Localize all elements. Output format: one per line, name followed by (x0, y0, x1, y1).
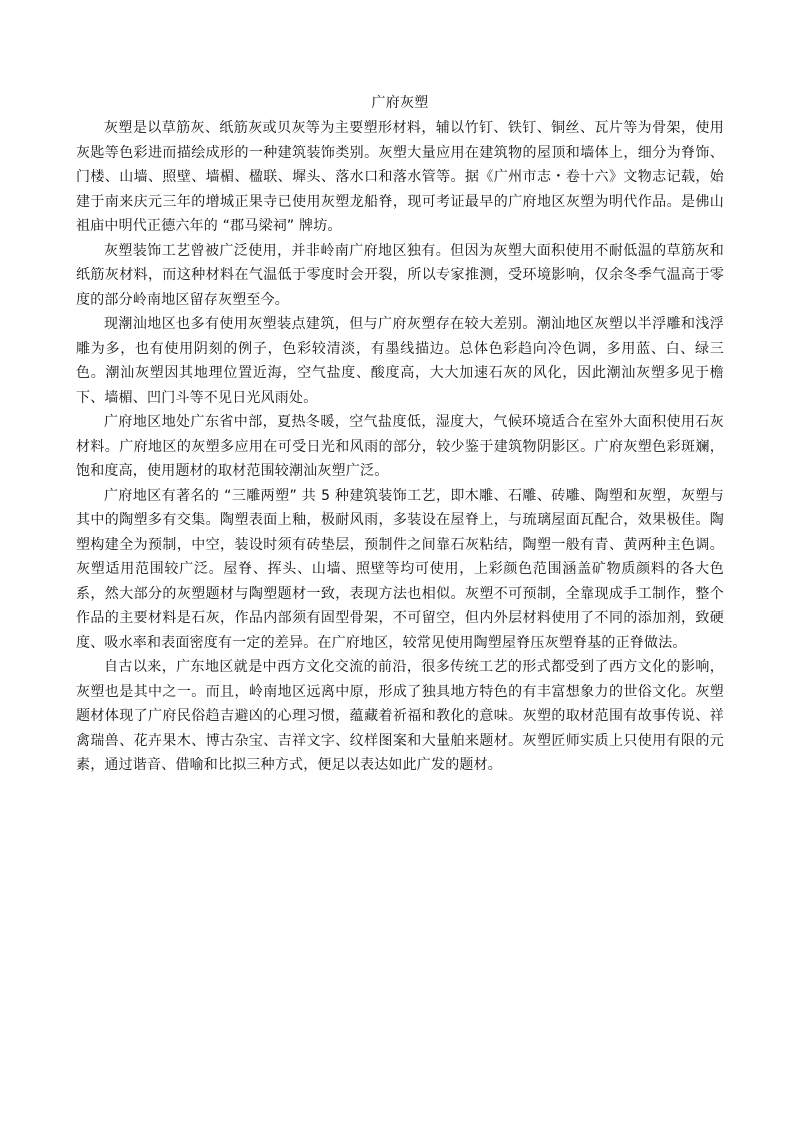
paragraph-2: 灰塑装饰工艺曾被广泛使用，并非岭南广府地区独有。但因为灰塑大面积使用不耐低温的草筋灰和纸筋灰材料，而这种材料在气温低于零度时会开裂，所以专家推测，受环境影响，仅余冬季气温高于零度的部分岭南地区留存灰塑至今。 (76, 242, 724, 308)
paragraph-4: 广府地区地处广东省中部，夏热冬暖，空气盐度低，湿度大，气候环境适合在室外大面积使用石灰材料。广府地区的灰塑多应用在可受日光和风雨的部分，较少鉴于建筑物阴影区。广府灰塑色彩斑斓，饱和度高，使用题材的取材范围较潮汕灰塑广泛。 (76, 414, 724, 479)
paragraph-5: 广府地区有著名的 “三雕两塑” 共 5 种建筑装饰工艺，即木雕、石雕、砖雕、陶塑和灰塑，灰塑与其中的陶塑多有交集。陶塑表面上釉，极耐风雨，多装设在屋脊上，与琉璃屋面瓦配合，效果极佳。陶塑构建全为预制，中空，装设时须有砖垫层，预制件之间靠石灰粘结，陶塑一般有青、黄两种主色调。灰塑适用范围较广泛。屋脊、挥头、山墙、照壁等均可使用，上彩颜色范围涵盖矿物质颜料的各大色系，然大部分的灰塑题材与陶塑题材一致，表现方法也相似。灰塑不可预制，全靠现成手工制作，整个作品的主要材料是石灰，作品内部须有固型骨架，不可留空，但内外层材料使用了不同的添加剂，致硬度、吸水率和表面密度有一定的差异。在广府地区，较常见使用陶塑屋脊压灰塑脊基的正脊做法。 (76, 487, 724, 651)
paragraph-6: 自古以来，广东地区就是中西方文化交流的前沿，很多传统工艺的形式都受到了西方文化的影响，灰塑也是其中之一。而且，岭南地区远离中原，形成了独具地方特色的有丰富想象力的世俗文化。灰塑题材体现了广府民俗趋吉避凶的心理习惯，蕴藏着祈福和教化的意味。灰塑的取材范围有故事传说、祥禽瑞兽、花卉果木、博古杂宝、吉祥文字、纹样图案和大量舶来题材。灰塑匠师实质上只使用有限的元素，通过谐音、借喻和比拟三种方式，便足以表达如此广发的题材。 (76, 659, 724, 773)
document-title: 广府灰塑 (371, 95, 429, 111)
document-page (76, 92, 724, 778)
paragraph-1: 灰塑是以草筋灰、纸筋灰或贝灰等为主要塑形材料，辅以竹钉、铁钉、铜丝、瓦片等为骨架，使用灰匙等色彩进而描绘成形的一种建筑装饰类别。灰塑大量应用在建筑物的屋顶和墙体上，细分为脊饰、门楼、山墙、照壁、墙楣、楹联、墀头、落水口和落水管等。据《广州市志・卷十六》文物志记载，始建于南来庆元三年的增城正果寺已使用灰塑龙船脊，现可考证最早的广府地区灰塑为明代作品。是佛山祖庙中明代正德六年的 “郡马梁祠” 牌坊。 (76, 120, 724, 234)
paragraph-3: 现潮汕地区也多有使用灰塑装点建筑，但与广府灰塑存在较大差别。潮汕地区灰塑以半浮雕和浅浮雕为多，也有使用阴刻的例子，色彩较清淡，有墨线描边。总体色彩趋向冷色调，多用蓝、白、绿三色。潮汕灰塑因其地理位置近海，空气盐度、酸度高，大大加速石灰的风化，因此潮汕灰塑多见于檐下、墙楣、凹门斗等不见日光风雨处。 (76, 316, 724, 406)
